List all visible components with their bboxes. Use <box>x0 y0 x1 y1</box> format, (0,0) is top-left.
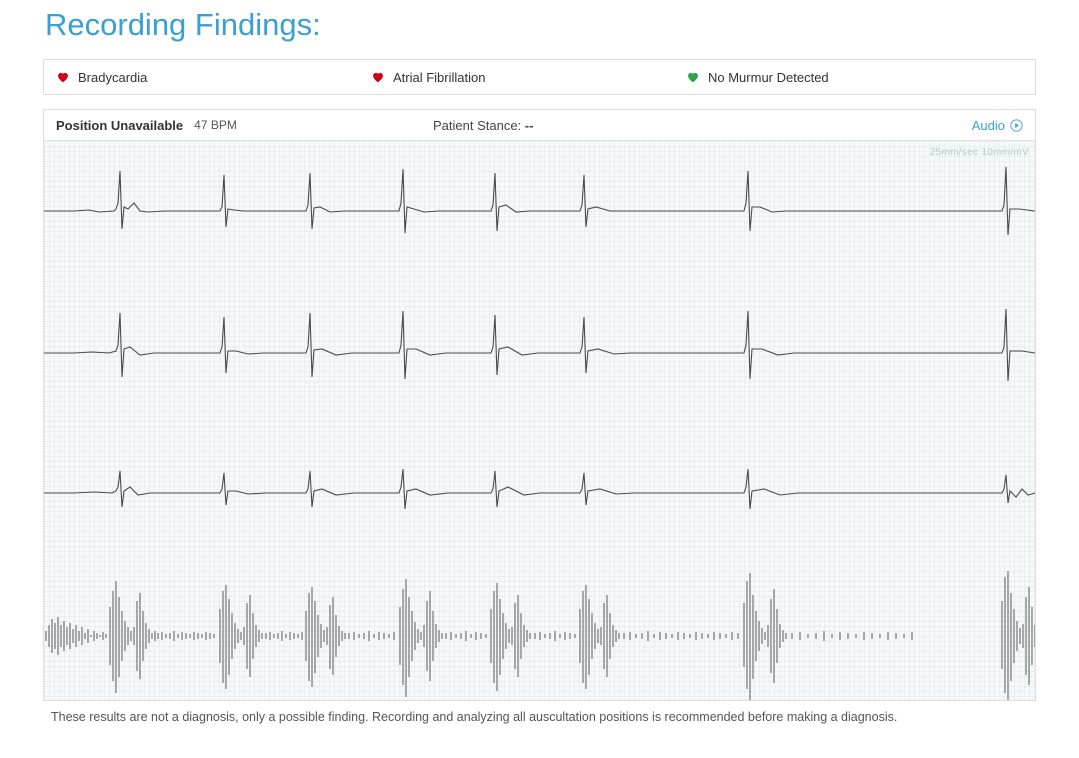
heart-icon <box>371 70 385 84</box>
ecg-trace-lead-3 <box>44 469 1035 509</box>
recording-card <box>43 109 1036 701</box>
ecg-graph-area[interactable] <box>44 141 1035 700</box>
audio-label: Audio <box>971 117 1005 133</box>
scale-label: 25mm/sec 10mm/mV <box>929 147 1029 158</box>
finding-item-2 <box>674 70 989 85</box>
heart-icon <box>56 70 70 84</box>
heart-icon <box>686 70 700 84</box>
bpm-value: 47 BPM <box>194 118 237 132</box>
disclaimer-text: These results are not a diagnosis, only a possible finding. Recording and analyzing all auscultation positions is recommended before making a diagnosis. <box>51 710 898 724</box>
ecg-trace-lead-2 <box>44 309 1035 381</box>
finding-item-1 <box>359 70 674 85</box>
ecg-waveform-svg <box>44 141 1035 700</box>
audio-play-button[interactable] <box>972 118 1023 133</box>
finding-label: Bradycardia <box>78 69 148 85</box>
patient-stance-label: Patient Stance: <box>433 117 522 133</box>
recording-header <box>44 110 1035 141</box>
position-label: Position Unavailable <box>56 117 184 133</box>
phonocardiogram-trace <box>46 571 1035 700</box>
page-title: Recording Findings: <box>45 7 321 42</box>
finding-item-0 <box>44 70 359 85</box>
patient-stance-value: -- <box>524 117 534 133</box>
findings-bar <box>43 59 1036 95</box>
patient-stance <box>433 118 533 133</box>
finding-label: Atrial Fibrillation <box>393 69 486 85</box>
ecg-trace-lead-1 <box>44 167 1035 235</box>
finding-label: No Murmur Detected <box>708 69 829 85</box>
play-circle-icon <box>1010 119 1023 132</box>
